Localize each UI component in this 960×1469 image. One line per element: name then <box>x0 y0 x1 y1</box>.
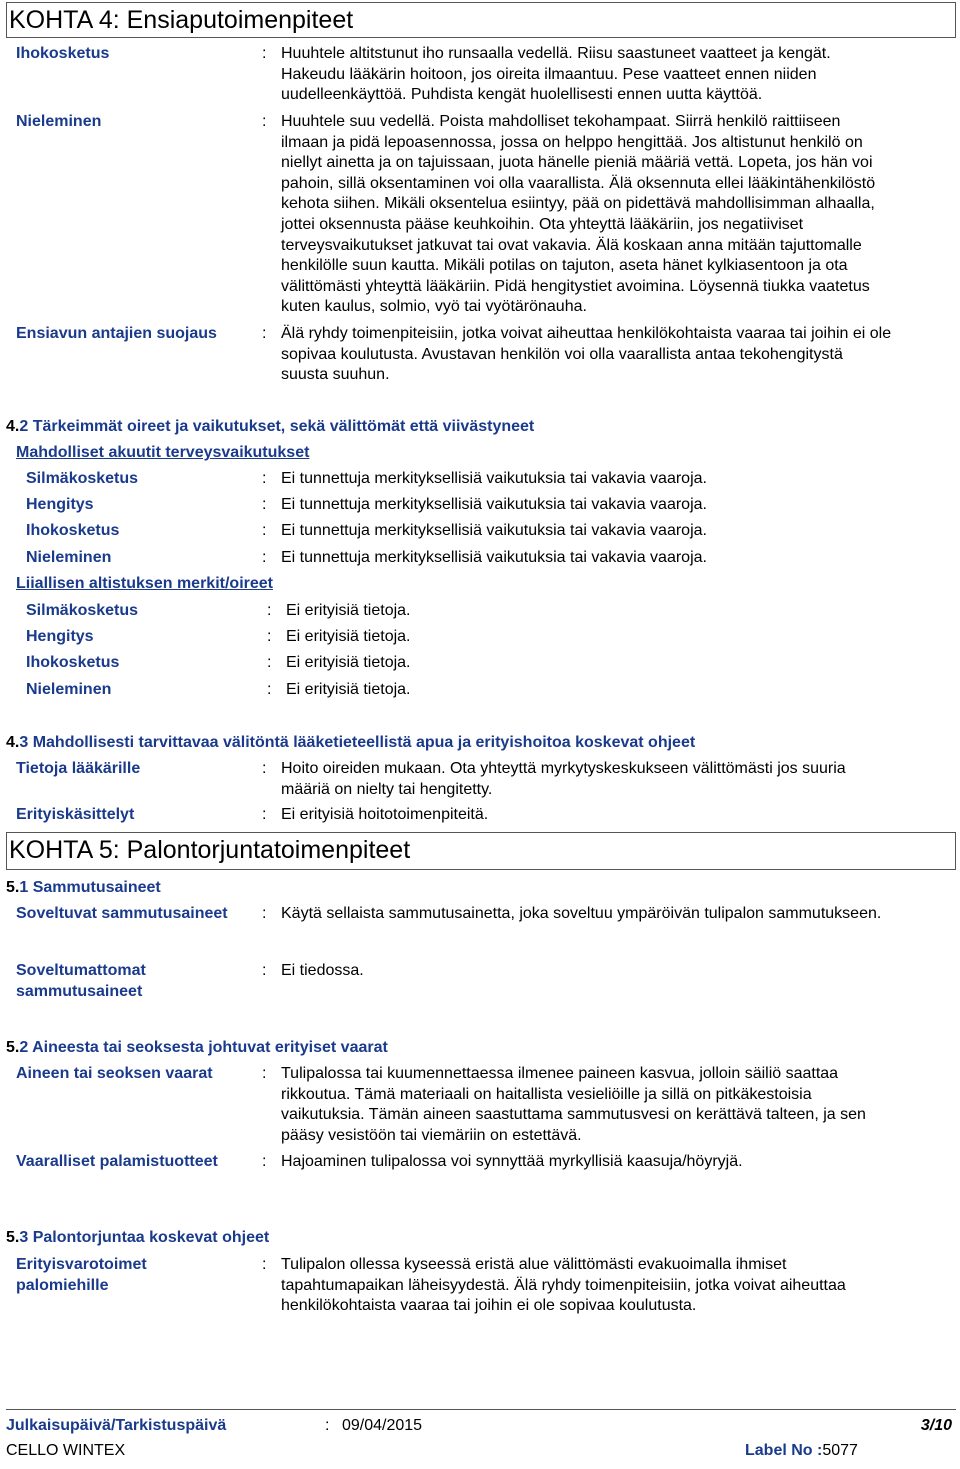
colon: : <box>262 522 267 539</box>
subsection-title-text: 3 Mahdollisesti tarvittavaa välitöntä lääketieteellistä apua ja erityishoitoa koskevat ohjeet <box>19 734 696 751</box>
footer-date-value: 09/04/2015 <box>342 1417 423 1434</box>
footer-label-no-value: 5077 <box>822 1442 858 1459</box>
acute-label-eye: Silmäkosketus <box>26 470 139 487</box>
over-label-eye: Silmäkosketus <box>26 602 139 619</box>
section-5-title <box>6 832 956 870</box>
label-line: sammutusaineet <box>16 982 143 1000</box>
over-value-skin: Ei erityisiä tietoja. <box>286 654 411 671</box>
colon: : <box>262 760 267 777</box>
acute-value-skin: Ei tunnettuja merkityksellisiä vaikutuksia tai vakavia vaaroja. <box>281 522 707 539</box>
row-label-mixture-hazards <box>16 1064 213 1085</box>
label-line: Soveltuvat sammutusaineet <box>16 905 228 922</box>
subsection-number: 4. <box>6 734 20 751</box>
row-label-ingestion: Nieleminen <box>16 113 102 130</box>
text-line: pääsy vesistöön tai viemäriin on estettävä. <box>281 1126 582 1144</box>
acute-label-inhalation: Hengitys <box>26 496 94 513</box>
over-label-ingestion: Nieleminen <box>26 681 112 698</box>
colon: : <box>262 470 267 487</box>
over-value-inhalation: Ei erityisiä tietoja. <box>286 628 411 645</box>
colon: : <box>262 113 267 130</box>
subsection-4-2-title <box>6 417 534 437</box>
row-value-first-aider <box>281 324 891 386</box>
section-5-title-text: KOHTA 5: Palontorjuntatoimenpiteet <box>9 836 411 864</box>
text-line: ilmaan ja pidä lepoasennossa, jossa on helppo hengittää. Jos altistunut henkilö on <box>281 133 863 151</box>
text-line: vaikutuksia. Tämän aineen saastuttama sammutusvesi on kerättävä talteen, ja sen <box>281 1106 866 1124</box>
subsection-5-2-title <box>6 1038 388 1058</box>
subsection-5-1-title <box>6 878 161 898</box>
subsection-4-3-title <box>6 733 695 753</box>
footer-divider-top <box>6 1409 956 1410</box>
text-line: rikkoutua. Tämä materiaali on haitallista vesieliöille ja sillä on pitkäkestoisia <box>281 1085 812 1103</box>
label-line: palomiehille <box>16 1276 109 1294</box>
row-label-skin: Ihokosketus <box>16 45 110 62</box>
over-label-inhalation: Hengitys <box>26 628 94 645</box>
colon: : <box>262 1153 267 1170</box>
footer-date-label: Julkaisupäivä/Tarkistuspäivä <box>6 1417 227 1434</box>
colon: : <box>267 602 272 619</box>
label-line: Erityisvarotoimet <box>16 1256 147 1273</box>
text-line: niellyt ainetta ja on tajuissaan, juota hänelle pieniä määriä vettä. Lopeta, jos hän voi <box>281 154 873 172</box>
footer-label-number <box>745 1441 858 1461</box>
subsection-5-3-title <box>6 1228 269 1248</box>
colon: : <box>262 806 267 823</box>
row-value-suitable-media: Käytä sellaista sammutusainetta, joka soveltuu ympäröivän tulipalon sammutukseen. <box>281 905 882 922</box>
acute-label-ingestion: Nieleminen <box>26 549 112 566</box>
footer-page-number: 3/10 <box>920 1417 952 1434</box>
text-line: jottei oksennusta pääse keuhkoihin. Ota yhteyttä lääkäriin, jos negatiiviset <box>281 215 804 233</box>
row-label-unsuitable-media <box>16 961 146 1002</box>
label-line: Soveltumattomat <box>16 962 146 979</box>
text-line: Tulipalon ollessa kyseessä eristä alue välittömästi evakuoimalla ihmiset <box>281 1256 787 1273</box>
text-line: Huuhtele altitstunut iho runsaalla vedellä. Riisu saastuneet vaatteet ja kengät. <box>281 45 831 62</box>
overexposure-heading: Liiallisen altistuksen merkit/oireet <box>16 575 273 592</box>
colon: : <box>262 549 267 566</box>
row-label-suitable-media <box>16 904 228 925</box>
section-4-title <box>6 2 956 38</box>
text-line: terveysvaikutukset jatkuvat tai ovat vakavia. Älä koskaan anna mitään tajuttomalle <box>281 236 862 254</box>
colon: : <box>262 962 267 979</box>
subsection-number: 5. <box>6 1039 20 1056</box>
over-value-eye: Ei erityisiä tietoja. <box>286 602 411 619</box>
colon: : <box>262 45 267 62</box>
row-value-physician <box>281 759 846 800</box>
row-value-unsuitable-media: Ei tiedossa. <box>281 962 364 979</box>
acute-effects-heading: Mahdolliset akuutit terveysvaikutukset <box>16 444 310 461</box>
acute-label-skin: Ihokosketus <box>26 522 120 539</box>
over-value-ingestion: Ei erityisiä tietoja. <box>286 681 411 698</box>
text-line: Hakeudu lääkärin hoitoon, jos oireita ilmaantuu. Pese vaatteet ennen niiden <box>281 65 817 83</box>
text-line: määriä on nielty tai hengitetty. <box>281 780 493 798</box>
text-line: sopivaa koulutusta. Avustavan henkilön voi olla vaarallista antaa tekohengitystä <box>281 345 843 363</box>
acute-value-eye: Ei tunnettuja merkityksellisiä vaikutuksia tai vakavia vaaroja. <box>281 470 707 487</box>
text-line: kehota siihen. Mikäli oksentelua esiintyy, pää on pidettävä mahdollisimman alhaalla, <box>281 195 875 213</box>
text-line: suusta suuhun. <box>281 366 390 384</box>
subsection-number: 4. <box>6 418 20 435</box>
footer-product-name: CELLO WINTEX <box>6 1442 126 1459</box>
colon: : <box>262 496 267 513</box>
subsection-number: 5. <box>6 1229 20 1246</box>
row-label-physician: Tietoja lääkärille <box>16 760 141 777</box>
colon: : <box>267 628 272 645</box>
over-label-skin: Ihokosketus <box>26 654 120 671</box>
row-label-specific-treatment: Erityiskäsittelyt <box>16 806 135 823</box>
text-line: Huuhtele suu vedellä. Poista mahdolliset tekohampaat. Siirrä henkilö raittiiseen <box>281 113 841 130</box>
colon: : <box>262 325 267 342</box>
section-4-title-text: KOHTA 4: Ensiaputoimenpiteet <box>9 6 354 34</box>
text-line: pahoin, sillä oksentaminen voi olla vaarallista. Älä oksennuta ellei lääkintähenkilöstö <box>281 174 876 192</box>
row-value-firefighter-precautions <box>281 1255 846 1317</box>
row-label-first-aider: Ensiavun antajien suojaus <box>16 325 217 342</box>
footer-colon: : <box>325 1417 330 1434</box>
footer-label-no-label: Label No : <box>745 1442 823 1459</box>
row-value-mixture-hazards <box>281 1064 866 1146</box>
colon: : <box>262 1256 267 1273</box>
row-value-combustion-products: Hajoaminen tulipalossa voi synnyttää myrkyllisiä kaasuja/höyryjä. <box>281 1153 743 1170</box>
colon: : <box>262 905 267 922</box>
text-line: välittömästi yhteyttä lääkäriin. Pidä hengitystiet avoimina. Löysennä tiukka vaatetus <box>281 277 870 295</box>
subsection-title-text: 1 Sammutusaineet <box>19 879 161 896</box>
colon: : <box>262 1065 267 1082</box>
label-line: Aineen tai seoksen vaarat <box>16 1065 213 1082</box>
text-line: tapahtumapaikan läheisyydestä. Älä ryhdy toimenpiteisiin, jotka voivat aiheuttaa <box>281 1276 846 1294</box>
subsection-number: 5. <box>6 879 20 896</box>
text-line: kuten kaulus, solmio, vyö tai vyötärönauha. <box>281 298 587 316</box>
subsection-title-text: 2 Tärkeimmät oireet ja vaikutukset, sekä välittömät että viivästyneet <box>19 418 535 435</box>
label-line: Vaaralliset palamistuotteet <box>16 1153 218 1170</box>
row-label-combustion-products <box>16 1152 218 1173</box>
text-line: uudelleenkäyttöä. Puhdista kengät huolellisesti ennen uutta käyttöä. <box>281 86 763 104</box>
colon: : <box>267 654 272 671</box>
row-label-firefighter-precautions <box>16 1255 147 1296</box>
text-line: Tulipalossa tai kuumennettaessa ilmenee paineen kasvua, jolloin säiliö saattaa <box>281 1065 839 1082</box>
acute-value-inhalation: Ei tunnettuja merkityksellisiä vaikutuksia tai vakavia vaaroja. <box>281 496 707 513</box>
text-line: henkilölle suun kautta. Mikäli potilas on tajuton, aseta hänet kylkiasentoon ja ota <box>281 257 848 275</box>
row-value-skin <box>281 44 831 106</box>
acute-value-ingestion: Ei tunnettuja merkityksellisiä vaikutuksia tai vakavia vaaroja. <box>281 549 707 566</box>
text-line: Hoito oireiden mukaan. Ota yhteyttä myrkytyskeskukseen välittömästi jos suuria <box>281 760 846 777</box>
text-line: Älä ryhdy toimenpiteisiin, jotka voivat aiheuttaa henkilökohtaista vaaraa tai joihin ei ole <box>281 325 892 342</box>
row-value-ingestion <box>281 112 875 318</box>
text-line: henkilökohtaista vaaraa tai joihin ei ole sopivaa koulutusta. <box>281 1297 697 1315</box>
subsection-title-text: 2 Aineesta tai seoksesta johtuvat erityiset vaarat <box>19 1039 388 1056</box>
row-value-specific-treatment: Ei erityisiä hoitotoimenpiteitä. <box>281 806 489 823</box>
subsection-title-text: 3 Palontorjuntaa koskevat ohjeet <box>19 1229 270 1246</box>
colon: : <box>267 681 272 698</box>
